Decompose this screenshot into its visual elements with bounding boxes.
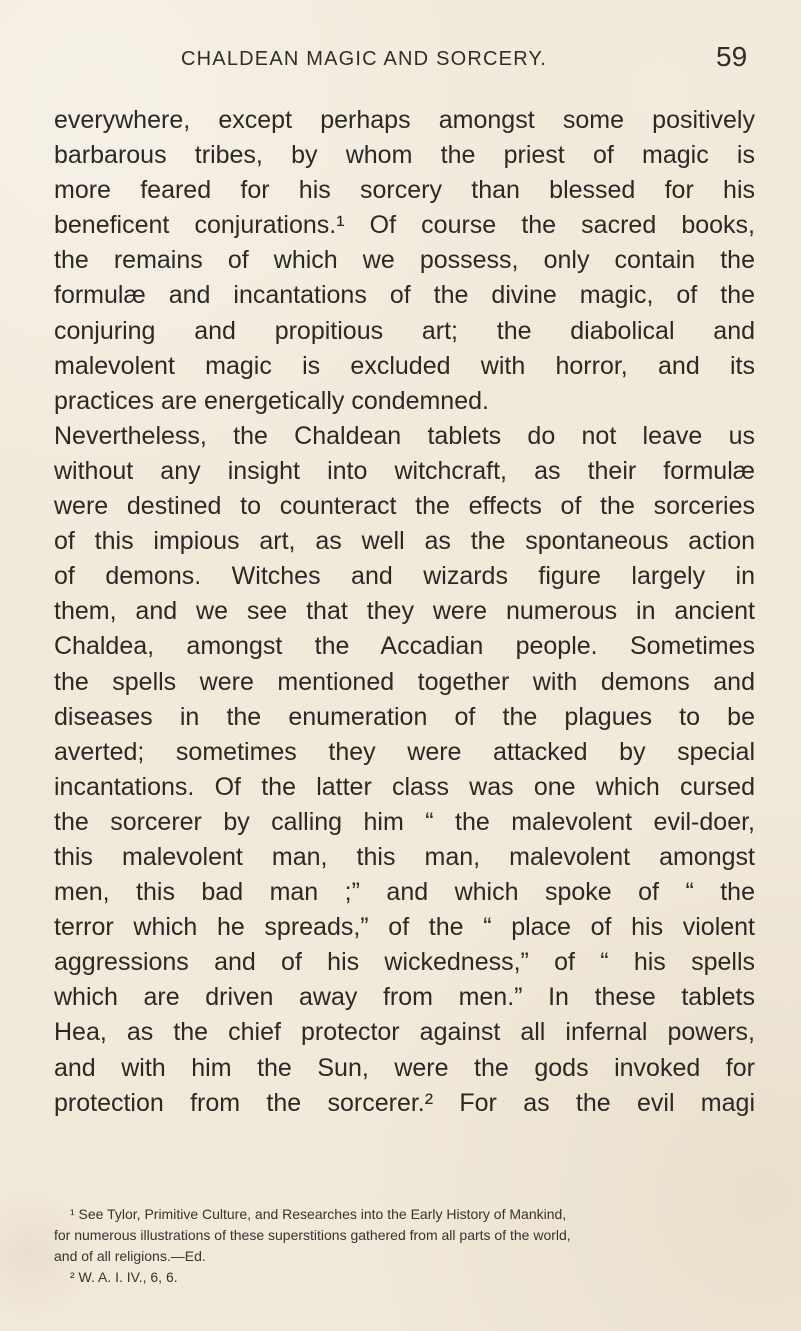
- text-line: of demons. Witches and wizards figure largely in: [54, 562, 755, 591]
- main-text-block: [54, 103, 755, 1121]
- footnote-2-line: ² W. A. I. IV., 6, 6.: [70, 1269, 178, 1285]
- text-line: more feared for his sorcery than blessed for his: [54, 176, 755, 205]
- text-line: averted; sometimes they were attacked by special: [54, 737, 755, 766]
- text-line: Hea, as the chief protector against all infernal powers,: [54, 1018, 755, 1047]
- text-line: beneficent conjurations.¹ Of course the sacred books,: [54, 211, 755, 240]
- text-line: this malevolent man, this man, malevolent amongst: [54, 842, 755, 871]
- text-line: the remains of which we possess, only contain the: [54, 246, 755, 275]
- text-line: them, and we see that they were numerous in ancient: [54, 597, 755, 626]
- text-line: diseases in the enumeration of the plagues to be: [54, 702, 755, 731]
- footnote-1-line: ¹ See Tylor, Primitive Culture, and Researches into the Early History of Mankind,: [70, 1206, 567, 1222]
- text-line: the sorcerer by calling him “ the malevolent evil-doer,: [54, 807, 755, 836]
- text-line: which are driven away from men.” In these tablets: [54, 983, 755, 1012]
- text-line: without any insight into witchcraft, as their formulæ: [54, 456, 755, 485]
- text-line: Chaldea, amongst the Accadian people. Sometimes: [54, 632, 755, 661]
- text-line: everywhere, except perhaps amongst some positively: [54, 106, 755, 134]
- text-line: terror which he spreads,” of the “ place of his violent: [54, 913, 755, 942]
- text-line: the spells were mentioned together with demons and: [54, 667, 755, 696]
- text-line: protection from the sorcerer.² For as the evil magi: [54, 1088, 755, 1117]
- footnote-1-line: and of all religions.—Ed.: [54, 1248, 206, 1264]
- page-number: 59: [716, 41, 748, 72]
- text-line: Nevertheless, the Chaldean tablets do not leave us: [54, 421, 755, 450]
- text-line: incantations. Of the latter class was one which cursed: [54, 772, 755, 801]
- footnotes: [54, 1204, 754, 1288]
- text-line: and with him the Sun, were the gods invoked for: [54, 1053, 755, 1082]
- text-line: conjuring and propitious art; the diabolical and: [54, 316, 755, 345]
- text-line: formulæ and incantations of the divine magic, of the: [54, 281, 755, 310]
- text-line: malevolent magic is excluded with horror, and its: [54, 351, 755, 380]
- text-line: men, this bad man ;” and which spoke of “ the: [54, 878, 755, 907]
- text-line: barbarous tribes, by whom the priest of magic is: [54, 141, 755, 170]
- text-line: of this impious art, as well as the spontaneous action: [54, 527, 755, 556]
- text-line: practices are energetically condemned.: [54, 386, 489, 415]
- text-line: were destined to counteract the effects of the sorceries: [54, 492, 755, 521]
- running-head: CHALDEAN MAGIC AND SORCERY.: [181, 48, 548, 70]
- footnote-1-line: for numerous illustrations of these superstitions gathered from all parts of the world,: [54, 1227, 571, 1243]
- text-line: aggressions and of his wickedness,” of “ his spells: [54, 948, 755, 977]
